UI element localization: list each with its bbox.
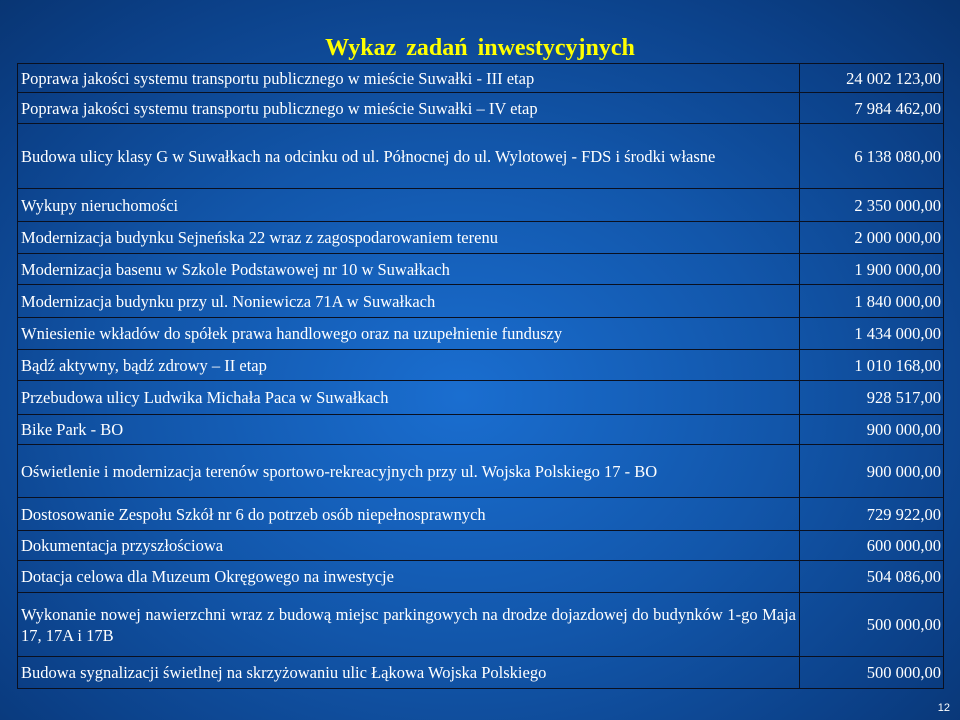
page-number: 12 (937, 702, 950, 714)
table-row (18, 254, 944, 285)
table-row (18, 445, 944, 498)
table-row (18, 381, 944, 415)
task-amount: 600 000,00 (800, 531, 944, 561)
task-amount: 900 000,00 (800, 415, 944, 445)
task-amount: 1 900 000,00 (800, 254, 944, 285)
task-name: Wykupy nieruchomości (18, 189, 800, 222)
task-name: Bądź aktywny, bądź zdrowy – II etap (18, 350, 800, 381)
task-name: Wniesienie wkładów do spółek prawa handlowego oraz na uzupełnienie funduszy (18, 318, 800, 350)
table-row (18, 561, 944, 593)
task-amount: 2 000 000,00 (800, 222, 944, 254)
table-row (18, 318, 944, 350)
task-name: Przebudowa ulicy Ludwika Michała Paca w Suwałkach (18, 381, 800, 415)
task-name: Poprawa jakości systemu transportu publicznego w mieście Suwałki - III etap (18, 64, 800, 93)
table-row (18, 593, 944, 657)
task-name: Wykonanie nowej nawierzchni wraz z budową miejsc parkingowych na drodze dojazdowej do budynków 1-go Maja 17, 17A i 17B (18, 593, 800, 657)
task-amount: 6 138 080,00 (800, 124, 944, 189)
table-row (18, 350, 944, 381)
task-amount: 2 350 000,00 (800, 189, 944, 222)
task-name: Bike Park - BO (18, 415, 800, 445)
task-name: Oświetlenie i modernizacja terenów sportowo-rekreacyjnych przy ul. Wojska Polskiego 17 - BO (18, 445, 800, 498)
task-amount: 729 922,00 (800, 498, 944, 531)
table-row (18, 189, 944, 222)
table-row (18, 285, 944, 318)
task-amount: 928 517,00 (800, 381, 944, 415)
task-name: Modernizacja budynku przy ul. Noniewicza 71A w Suwałkach (18, 285, 800, 318)
task-amount: 24 002 123,00 (800, 64, 944, 93)
slide-title: Wykaz zadań inwestycyjnych (325, 35, 635, 61)
table-row (18, 222, 944, 254)
table-row (18, 124, 944, 189)
table-row (18, 93, 944, 124)
task-amount: 1 434 000,00 (800, 318, 944, 350)
task-amount: 500 000,00 (800, 593, 944, 657)
investment-tasks-table (17, 63, 944, 689)
task-name: Budowa sygnalizacji świetlnej na skrzyżowaniu ulic Łąkowa Wojska Polskiego (18, 657, 800, 689)
task-amount: 504 086,00 (800, 561, 944, 593)
task-amount: 1 010 168,00 (800, 350, 944, 381)
task-name: Poprawa jakości systemu transportu publicznego w mieście Suwałki – IV etap (18, 93, 800, 124)
task-name: Modernizacja basenu w Szkole Podstawowej nr 10 w Suwałkach (18, 254, 800, 285)
table-row (18, 531, 944, 561)
table-row (18, 498, 944, 531)
table-row (18, 657, 944, 689)
task-amount: 500 000,00 (800, 657, 944, 689)
table-row (18, 415, 944, 445)
task-amount: 900 000,00 (800, 445, 944, 498)
task-amount: 7 984 462,00 (800, 93, 944, 124)
task-name: Dokumentacja przyszłościowa (18, 531, 800, 561)
task-name: Budowa ulicy klasy G w Suwałkach na odcinku od ul. Północnej do ul. Wylotowej - FDS i środki własne (18, 124, 800, 189)
task-name: Modernizacja budynku Sejneńska 22 wraz z zagospodarowaniem terenu (18, 222, 800, 254)
task-name: Dostosowanie Zespołu Szkół nr 6 do potrzeb osób niepełnosprawnych (18, 498, 800, 531)
task-amount: 1 840 000,00 (800, 285, 944, 318)
table-row (18, 64, 944, 93)
task-name: Dotacja celowa dla Muzeum Okręgowego na inwestycje (18, 561, 800, 593)
